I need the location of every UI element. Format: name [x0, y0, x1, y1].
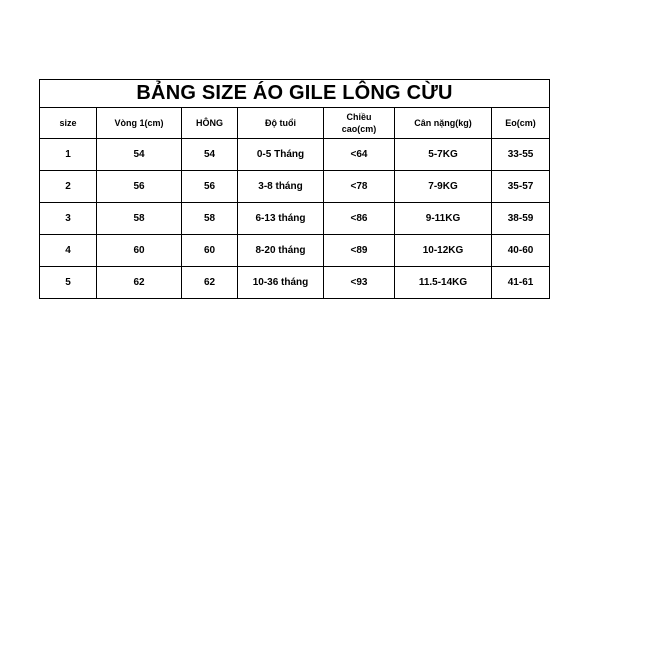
- cell-waist: 40-60: [492, 235, 550, 267]
- cell-size: 5: [40, 267, 97, 299]
- cell-size: 4: [40, 235, 97, 267]
- cell-age: 10-36 tháng: [238, 267, 324, 299]
- cell-hip: 62: [182, 267, 238, 299]
- table-row: [40, 267, 550, 299]
- table-title: BẢNG SIZE ÁO GILE LÔNG CỪU: [40, 80, 550, 108]
- cell-weight: 9-11KG: [395, 203, 492, 235]
- cell-size: 3: [40, 203, 97, 235]
- cell-height: <78: [324, 171, 395, 203]
- table-row: [40, 235, 550, 267]
- title-row: [40, 80, 550, 108]
- cell-height: <64: [324, 139, 395, 171]
- cell-size: 1: [40, 139, 97, 171]
- cell-weight: 11.5-14KG: [395, 267, 492, 299]
- cell-bust: 54: [97, 139, 182, 171]
- cell-bust: 56: [97, 171, 182, 203]
- cell-hip: 54: [182, 139, 238, 171]
- cell-weight: 5-7KG: [395, 139, 492, 171]
- header-bust: Vòng 1(cm): [97, 108, 182, 139]
- cell-height: <93: [324, 267, 395, 299]
- header-row: [40, 108, 550, 139]
- cell-age: 0-5 Tháng: [238, 139, 324, 171]
- cell-waist: 33-55: [492, 139, 550, 171]
- table-row: [40, 203, 550, 235]
- header-height: Chiều cao(cm): [324, 108, 395, 139]
- table-row: [40, 171, 550, 203]
- cell-bust: 58: [97, 203, 182, 235]
- header-hip: HÔNG: [182, 108, 238, 139]
- header-size: size: [40, 108, 97, 139]
- table-row: [40, 139, 550, 171]
- cell-bust: 62: [97, 267, 182, 299]
- cell-age: 8-20 tháng: [238, 235, 324, 267]
- cell-waist: 41-61: [492, 267, 550, 299]
- cell-waist: 35-57: [492, 171, 550, 203]
- cell-age: 3-8 tháng: [238, 171, 324, 203]
- size-chart-table: [39, 79, 550, 299]
- header-waist: Eo(cm): [492, 108, 550, 139]
- cell-size: 2: [40, 171, 97, 203]
- cell-hip: 60: [182, 235, 238, 267]
- cell-height: <86: [324, 203, 395, 235]
- cell-weight: 7-9KG: [395, 171, 492, 203]
- cell-waist: 38-59: [492, 203, 550, 235]
- cell-hip: 56: [182, 171, 238, 203]
- cell-age: 6-13 tháng: [238, 203, 324, 235]
- cell-height: <89: [324, 235, 395, 267]
- header-age: Độ tuổi: [238, 108, 324, 139]
- cell-weight: 10-12KG: [395, 235, 492, 267]
- cell-hip: 58: [182, 203, 238, 235]
- header-weight: Cân nặng(kg): [395, 108, 492, 139]
- cell-bust: 60: [97, 235, 182, 267]
